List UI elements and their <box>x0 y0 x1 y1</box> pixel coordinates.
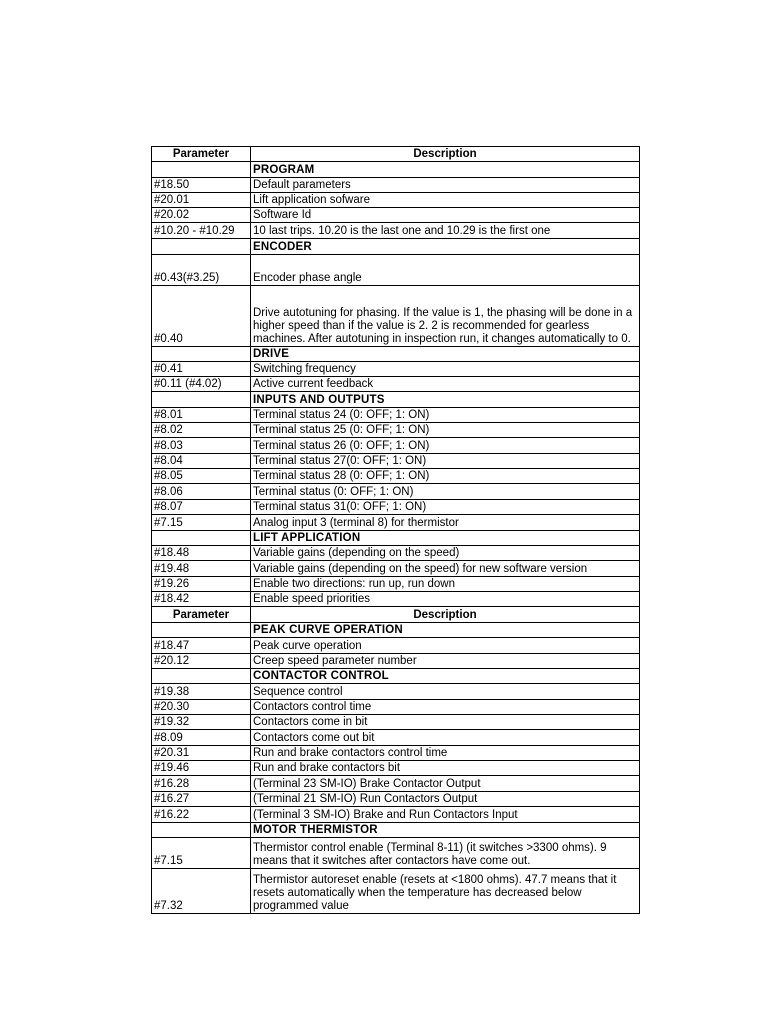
parameter-description: Terminal status (0: OFF; 1: ON) <box>251 484 640 500</box>
parameter-description: Active current feedback <box>251 377 640 392</box>
parameter-code <box>152 623 251 638</box>
section-title: INPUTS AND OUTPUTS <box>251 392 640 408</box>
table-row <box>152 838 640 869</box>
parameter-description: Sequence control <box>251 684 640 700</box>
parameter-description: Thermistor control enable (Terminal 8-11) (it switches >3300 ohms). 9 means that it switches after contactors have come out. <box>251 838 640 869</box>
table-row <box>152 362 640 377</box>
description-column-header: Description <box>251 607 640 623</box>
parameter-code: #19.48 <box>152 561 251 577</box>
parameter-code: #20.31 <box>152 746 251 761</box>
table-header-row <box>152 147 640 162</box>
parameter-description: (Terminal 3 SM-IO) Brake and Run Contactors Input <box>251 807 640 823</box>
parameter-code: #19.46 <box>152 761 251 776</box>
parameter-description: Creep speed parameter number <box>251 654 640 669</box>
parameter-code: #18.48 <box>152 546 251 561</box>
table-row <box>152 223 640 239</box>
parameter-code: #8.01 <box>152 408 251 423</box>
section-title: PROGRAM <box>251 162 640 178</box>
parameter-description: Drive autotuning for phasing. If the value is 1, the phasing will be done in a higher speed than if the value is 2. 2 is recommended for gearless machines. After autotuning in inspection run, it changes automatically to 0. <box>251 286 640 347</box>
parameter-code: #16.28 <box>152 776 251 792</box>
table-row <box>152 700 640 715</box>
table-header-row <box>152 607 640 623</box>
parameter-description: Encoder phase angle <box>251 255 640 286</box>
table-row <box>152 178 640 193</box>
table-row <box>152 592 640 607</box>
parameter-code: #20.02 <box>152 208 251 223</box>
parameter-code <box>152 239 251 255</box>
parameter-code: #8.04 <box>152 454 251 469</box>
section-row <box>152 239 640 255</box>
table-row <box>152 746 640 761</box>
table-row <box>152 208 640 223</box>
section-title: LIFT APPLICATION <box>251 531 640 546</box>
parameter-code <box>152 392 251 408</box>
table-row <box>152 408 640 423</box>
table-row <box>152 423 640 438</box>
table-row <box>152 438 640 454</box>
table-row <box>152 469 640 484</box>
parameter-description: Terminal status 27(0: OFF; 1: ON) <box>251 454 640 469</box>
parameter-description: 10 last trips. 10.20 is the last one and 10.29 is the first one <box>251 223 640 239</box>
parameter-description: Default parameters <box>251 178 640 193</box>
parameter-description: Terminal status 24 (0: OFF; 1: ON) <box>251 408 640 423</box>
parameter-code: #7.15 <box>152 838 251 869</box>
parameter-description: Contactors come out bit <box>251 730 640 746</box>
table-row <box>152 377 640 392</box>
parameter-code: #19.32 <box>152 715 251 730</box>
parameter-description: Contactors control time <box>251 700 640 715</box>
description-column-header: Description <box>251 147 640 162</box>
parameter-description: Switching frequency <box>251 362 640 377</box>
parameter-code: #18.42 <box>152 592 251 607</box>
table-row <box>152 561 640 577</box>
table-row <box>152 730 640 746</box>
table-row <box>152 792 640 807</box>
parameter-code: #19.26 <box>152 577 251 592</box>
parameter-table <box>151 146 640 914</box>
parameter-table-body <box>152 147 640 914</box>
parameter-code: #8.05 <box>152 469 251 484</box>
table-row <box>152 654 640 669</box>
table-row <box>152 776 640 792</box>
table-row <box>152 484 640 500</box>
parameter-description: Software Id <box>251 208 640 223</box>
parameter-code: #16.22 <box>152 807 251 823</box>
section-row <box>152 162 640 178</box>
parameter-code: #20.12 <box>152 654 251 669</box>
parameter-code: #8.09 <box>152 730 251 746</box>
parameter-description: Contactors come in bit <box>251 715 640 730</box>
parameter-description: Enable two directions: run up, run down <box>251 577 640 592</box>
section-title: PEAK CURVE OPERATION <box>251 623 640 638</box>
section-title: MOTOR THERMISTOR <box>251 823 640 838</box>
parameter-code: #7.15 <box>152 515 251 531</box>
table-row <box>152 807 640 823</box>
parameter-code <box>152 531 251 546</box>
section-title: DRIVE <box>251 347 640 362</box>
parameter-code: #8.02 <box>152 423 251 438</box>
parameter-description: Run and brake contactors control time <box>251 746 640 761</box>
table-row <box>152 454 640 469</box>
parameter-description: Terminal status 26 (0: OFF; 1: ON) <box>251 438 640 454</box>
parameter-description: Variable gains (depending on the speed) for new software version <box>251 561 640 577</box>
parameter-code: #0.11 (#4.02) <box>152 377 251 392</box>
parameter-code: #20.01 <box>152 193 251 208</box>
parameter-description: Terminal status 25 (0: OFF; 1: ON) <box>251 423 640 438</box>
parameter-description: Analog input 3 (terminal 8) for thermistor <box>251 515 640 531</box>
section-row <box>152 623 640 638</box>
parameter-code <box>152 823 251 838</box>
parameter-code: #18.50 <box>152 178 251 193</box>
parameter-code: #10.20 - #10.29 <box>152 223 251 239</box>
parameter-description: Variable gains (depending on the speed) <box>251 546 640 561</box>
table-row <box>152 761 640 776</box>
parameter-code: #0.41 <box>152 362 251 377</box>
parameter-code <box>152 162 251 178</box>
parameter-description: Thermistor autoreset enable (resets at <1800 ohms). 47.7 means that it resets automatically when the temperature has decreased below programmed value <box>251 869 640 914</box>
section-row <box>152 347 640 362</box>
parameter-code: #8.03 <box>152 438 251 454</box>
parameter-column-header: Parameter <box>152 147 251 162</box>
parameter-code: #0.43(#3.25) <box>152 255 251 286</box>
section-row <box>152 823 640 838</box>
parameter-description: Terminal status 28 (0: OFF; 1: ON) <box>251 469 640 484</box>
parameter-code <box>152 347 251 362</box>
section-row <box>152 531 640 546</box>
parameter-code: #19.38 <box>152 684 251 700</box>
parameter-description: Run and brake contactors bit <box>251 761 640 776</box>
table-row <box>152 546 640 561</box>
table-row <box>152 715 640 730</box>
parameter-code <box>152 669 251 684</box>
table-row <box>152 684 640 700</box>
parameter-code: #7.32 <box>152 869 251 914</box>
section-row <box>152 392 640 408</box>
parameter-code: #20.30 <box>152 700 251 715</box>
parameter-code: #0.40 <box>152 286 251 347</box>
parameter-description: (Terminal 21 SM-IO) Run Contactors Output <box>251 792 640 807</box>
table-row <box>152 638 640 654</box>
section-title: CONTACTOR CONTROL <box>251 669 640 684</box>
table-row <box>152 255 640 286</box>
parameter-code: #8.07 <box>152 500 251 515</box>
parameter-description: Terminal status 31(0: OFF; 1: ON) <box>251 500 640 515</box>
table-row <box>152 286 640 347</box>
parameter-description: (Terminal 23 SM-IO) Brake Contactor Output <box>251 776 640 792</box>
parameter-code: #16.27 <box>152 792 251 807</box>
parameter-description: Lift application sofware <box>251 193 640 208</box>
section-title: ENCODER <box>251 239 640 255</box>
table-row <box>152 515 640 531</box>
table-row <box>152 500 640 515</box>
table-row <box>152 193 640 208</box>
parameter-description: Peak curve operation <box>251 638 640 654</box>
parameter-column-header: Parameter <box>152 607 251 623</box>
table-row <box>152 577 640 592</box>
table-row <box>152 869 640 914</box>
parameter-code: #8.06 <box>152 484 251 500</box>
parameter-description: Enable speed priorities <box>251 592 640 607</box>
section-row <box>152 669 640 684</box>
parameter-code: #18.47 <box>152 638 251 654</box>
